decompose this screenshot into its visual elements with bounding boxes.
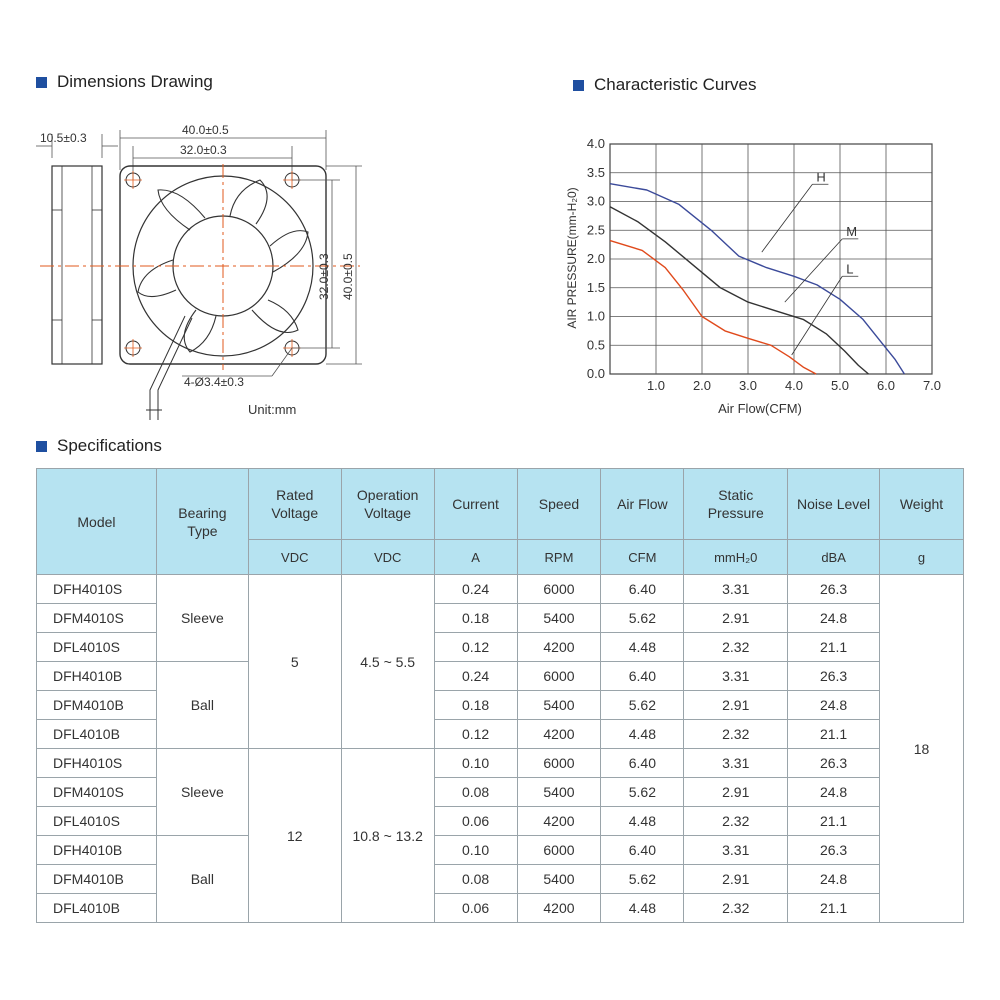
series-callout-line xyxy=(785,239,843,302)
y-tick-label: 0.5 xyxy=(586,337,605,353)
speed-cell: 4200 xyxy=(517,720,601,749)
unit-header: g xyxy=(880,540,964,575)
section-marker-icon xyxy=(36,77,47,88)
noise-level-cell: 21.1 xyxy=(788,720,880,749)
series-label-h: H xyxy=(816,169,826,185)
speed-cell: 6000 xyxy=(517,836,601,865)
current-cell: 0.10 xyxy=(434,836,517,865)
speed-cell: 5400 xyxy=(517,778,601,807)
y-tick-label: 4.0 xyxy=(586,136,605,151)
bearing-type-cell: Ball xyxy=(156,836,248,923)
air-flow-cell: 5.62 xyxy=(601,691,684,720)
x-tick-label: 4.0 xyxy=(784,378,804,393)
model-cell: DFL4010S xyxy=(37,807,157,836)
rated-voltage-cell: 12 xyxy=(248,749,341,923)
column-header: Noise Level xyxy=(788,469,880,540)
weight-cell: 18 xyxy=(880,575,964,923)
current-cell: 0.08 xyxy=(434,865,517,894)
noise-level-cell: 24.8 xyxy=(788,691,880,720)
noise-level-cell: 24.8 xyxy=(788,778,880,807)
column-header: Speed xyxy=(517,469,601,540)
table-row xyxy=(37,836,964,865)
bearing-type-cell: Sleeve xyxy=(156,749,248,836)
noise-level-cell: 26.3 xyxy=(788,749,880,778)
speed-cell: 4200 xyxy=(517,633,601,662)
dimensions-section-title xyxy=(36,72,213,92)
unit-header: VDC xyxy=(248,540,341,575)
noise-level-cell: 26.3 xyxy=(788,836,880,865)
static-pressure-cell: 2.32 xyxy=(684,633,788,662)
column-header: Operation Voltage xyxy=(341,469,434,540)
speed-cell: 6000 xyxy=(517,662,601,691)
table-row xyxy=(37,662,964,691)
unit-header: A xyxy=(434,540,517,575)
current-cell: 0.24 xyxy=(434,662,517,691)
outer-height-label: 40.0±0.5 xyxy=(341,253,355,300)
x-tick-label: 5.0 xyxy=(830,378,850,393)
speed-cell: 6000 xyxy=(517,575,601,604)
model-cell: DFL4010B xyxy=(37,720,157,749)
air-flow-cell: 6.40 xyxy=(601,575,684,604)
bearing-type-cell: Ball xyxy=(156,662,248,749)
series-label-m: M xyxy=(846,223,858,239)
model-cell: DFM4010S xyxy=(37,604,157,633)
air-flow-cell: 6.40 xyxy=(601,749,684,778)
current-cell: 0.08 xyxy=(434,778,517,807)
model-cell: DFH4010S xyxy=(37,749,157,778)
unit-header: RPM xyxy=(517,540,601,575)
current-cell: 0.06 xyxy=(434,894,517,923)
air-flow-cell: 5.62 xyxy=(601,604,684,633)
y-tick-label: 1.0 xyxy=(586,308,605,324)
model-cell: DFH4010B xyxy=(37,662,157,691)
bearing-type-cell: Sleeve xyxy=(156,575,248,662)
y-tick-label: 2.0 xyxy=(586,251,605,266)
model-cell: DFH4010S xyxy=(37,575,157,604)
model-cell: DFH4010B xyxy=(37,836,157,865)
rated-voltage-cell: 5 xyxy=(248,575,341,749)
air-flow-cell: 4.48 xyxy=(601,720,684,749)
hole-spacing-label: 32.0±0.3 xyxy=(180,143,227,157)
x-axis-label: Air Flow(CFM) xyxy=(718,401,802,416)
model-cell: DFM4010B xyxy=(37,691,157,720)
column-header: Current xyxy=(434,469,517,540)
static-pressure-cell: 3.31 xyxy=(684,836,788,865)
column-header: Static Pressure xyxy=(684,469,788,540)
y-axis-label: AIR PRESSURE(mm-H₂0) xyxy=(565,187,579,329)
section-marker-icon xyxy=(573,80,584,91)
air-flow-cell: 4.48 xyxy=(601,633,684,662)
current-cell: 0.12 xyxy=(434,633,517,662)
static-pressure-cell: 3.31 xyxy=(684,662,788,691)
model-cell: DFL4010S xyxy=(37,633,157,662)
noise-level-cell: 21.1 xyxy=(788,807,880,836)
current-cell: 0.18 xyxy=(434,691,517,720)
x-tick-label: 2.0 xyxy=(692,378,712,393)
side-thickness-label: 10.5±0.3 xyxy=(40,131,87,145)
air-flow-cell: 6.40 xyxy=(601,662,684,691)
air-flow-cell: 4.48 xyxy=(601,894,684,923)
series-line-l xyxy=(610,241,816,374)
dimensions-title-text: Dimensions Drawing xyxy=(57,72,213,91)
noise-level-cell: 26.3 xyxy=(788,662,880,691)
specs-section-title xyxy=(36,436,162,456)
speed-cell: 5400 xyxy=(517,865,601,894)
static-pressure-cell: 2.32 xyxy=(684,807,788,836)
static-pressure-cell: 3.31 xyxy=(684,575,788,604)
x-tick-label: 1.0 xyxy=(646,378,666,393)
unit-header: VDC xyxy=(341,540,434,575)
unit-header: dBA xyxy=(788,540,880,575)
hole-spacing-vertical-label: 32.0±0.3 xyxy=(317,253,331,300)
noise-level-cell: 21.1 xyxy=(788,894,880,923)
y-tick-label: 2.5 xyxy=(586,222,605,238)
air-flow-cell: 6.40 xyxy=(601,836,684,865)
column-header: Model xyxy=(37,469,157,575)
table-row xyxy=(37,749,964,778)
speed-cell: 5400 xyxy=(517,691,601,720)
static-pressure-cell: 2.91 xyxy=(684,604,788,633)
noise-level-cell: 26.3 xyxy=(788,575,880,604)
current-cell: 0.18 xyxy=(434,604,517,633)
current-cell: 0.06 xyxy=(434,807,517,836)
current-cell: 0.12 xyxy=(434,720,517,749)
model-cell: DFM4010S xyxy=(37,778,157,807)
curves-section-title xyxy=(573,75,757,95)
x-tick-label: 3.0 xyxy=(738,378,758,393)
model-cell: DFL4010B xyxy=(37,894,157,923)
air-flow-cell: 4.48 xyxy=(601,807,684,836)
y-tick-label: 3.5 xyxy=(586,164,605,180)
holes-label: 4-Ø3.4±0.3 xyxy=(184,375,244,389)
column-header: Bearing Type xyxy=(156,469,248,575)
static-pressure-cell: 2.32 xyxy=(684,894,788,923)
x-tick-label: 6.0 xyxy=(876,378,896,393)
static-pressure-cell: 3.31 xyxy=(684,749,788,778)
air-flow-cell: 5.62 xyxy=(601,865,684,894)
fan-side-view xyxy=(36,131,118,364)
y-tick-label: 3.0 xyxy=(586,193,605,209)
curves-title-text: Characteristic Curves xyxy=(594,75,757,94)
specs-title-text: Specifications xyxy=(57,436,162,455)
outer-width-label: 40.0±0.5 xyxy=(182,123,229,137)
specifications-table xyxy=(36,468,964,923)
current-cell: 0.24 xyxy=(434,575,517,604)
speed-cell: 5400 xyxy=(517,604,601,633)
unit-header: mmH₂0 xyxy=(684,540,788,575)
noise-level-cell: 21.1 xyxy=(788,633,880,662)
y-tick-label: 1.5 xyxy=(586,279,605,295)
unit-header: CFM xyxy=(601,540,684,575)
current-cell: 0.10 xyxy=(434,749,517,778)
section-marker-icon xyxy=(36,441,47,452)
noise-level-cell: 24.8 xyxy=(788,865,880,894)
y-tick-label: 0.0 xyxy=(586,366,605,381)
static-pressure-cell: 2.91 xyxy=(684,691,788,720)
operation-voltage-cell: 4.5 ~ 5.5 xyxy=(341,575,434,749)
static-pressure-cell: 2.91 xyxy=(684,865,788,894)
dimensions-drawing xyxy=(30,120,410,430)
table-row xyxy=(37,575,964,604)
speed-cell: 4200 xyxy=(517,807,601,836)
unit-label: Unit:mm xyxy=(248,402,297,417)
series-label-l: L xyxy=(846,261,854,277)
x-tick-label: 7.0 xyxy=(922,378,942,393)
speed-cell: 4200 xyxy=(517,894,601,923)
characteristic-curves-chart xyxy=(548,128,968,428)
noise-level-cell: 24.8 xyxy=(788,604,880,633)
operation-voltage-cell: 10.8 ~ 13.2 xyxy=(341,749,434,923)
static-pressure-cell: 2.91 xyxy=(684,778,788,807)
series-callout-line xyxy=(762,184,813,252)
speed-cell: 6000 xyxy=(517,749,601,778)
column-header: Rated Voltage xyxy=(248,469,341,540)
static-pressure-cell: 2.32 xyxy=(684,720,788,749)
air-flow-cell: 5.62 xyxy=(601,778,684,807)
series-line-m xyxy=(610,207,869,374)
model-cell: DFM4010B xyxy=(37,865,157,894)
column-header: Air Flow xyxy=(601,469,684,540)
column-header: Weight xyxy=(880,469,964,540)
